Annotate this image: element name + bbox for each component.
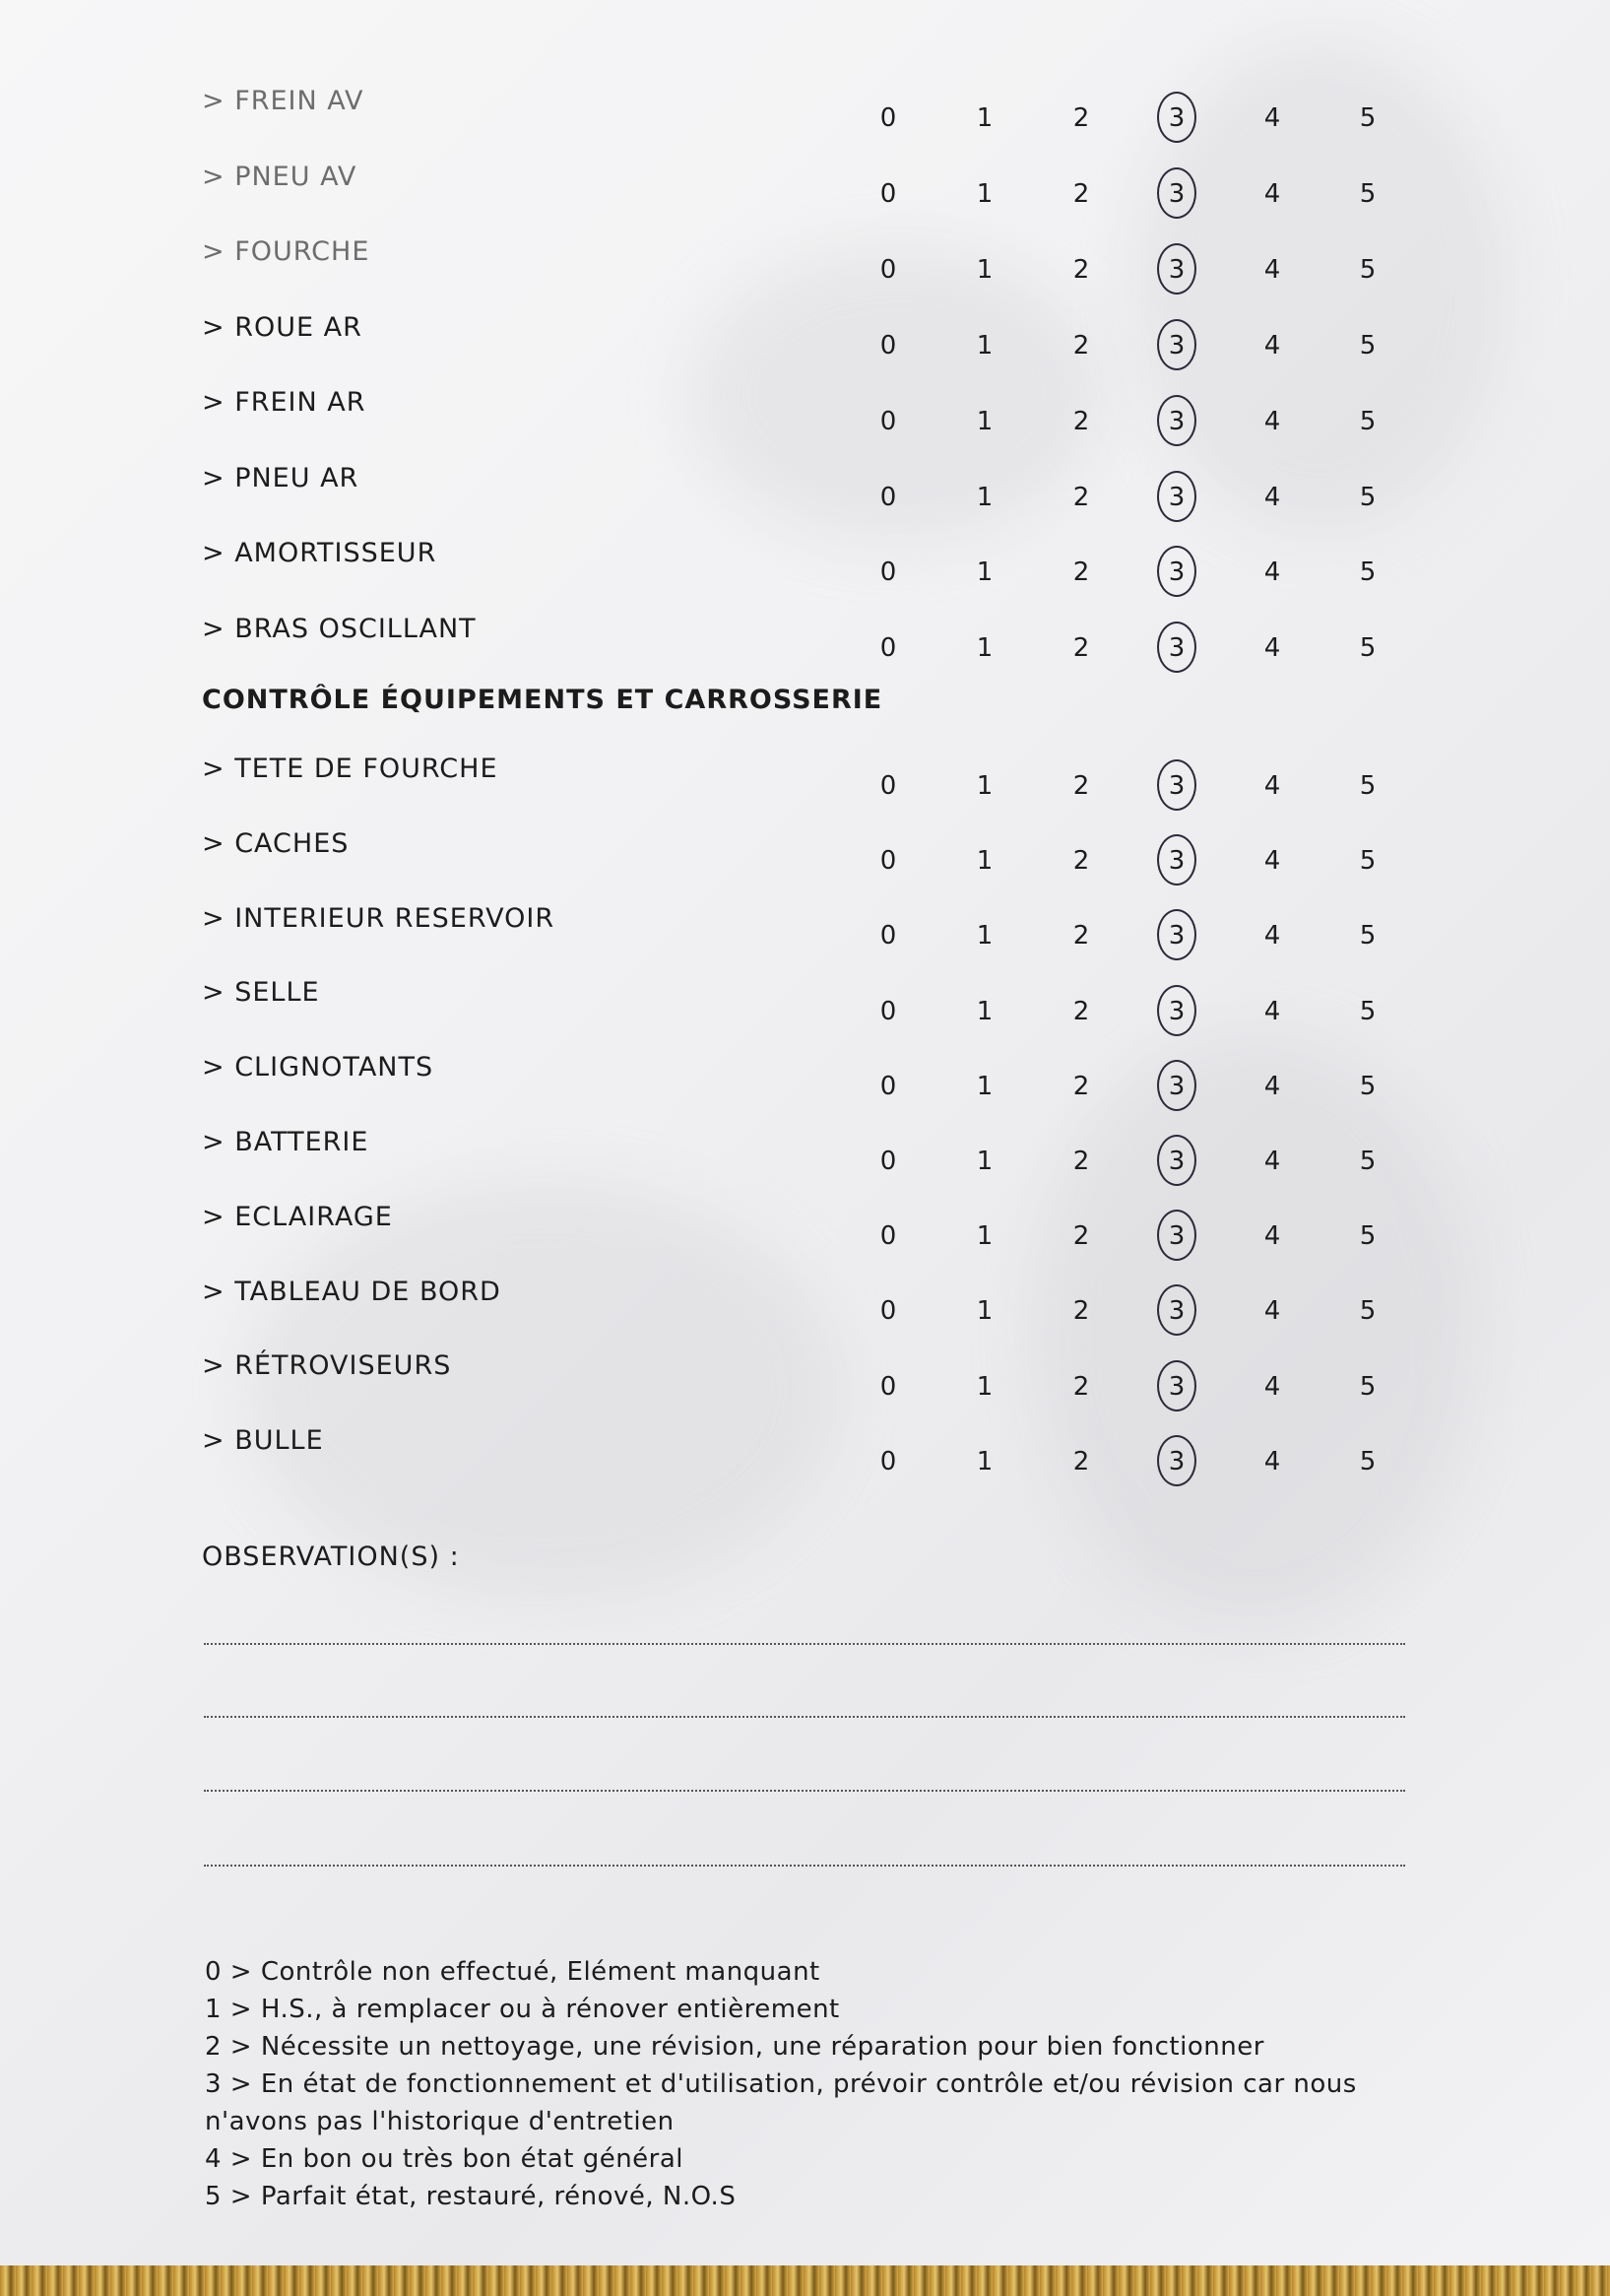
rating-option[interactable]: 5 — [1359, 1147, 1377, 1176]
rating-option[interactable]: 5 — [1359, 771, 1377, 801]
rating-option[interactable]: 2 — [1072, 1071, 1090, 1101]
rating-option[interactable]: 4 — [1263, 996, 1281, 1026]
rating-option[interactable]: 5 — [1359, 558, 1377, 588]
observation-line[interactable] — [204, 1716, 1405, 1718]
rating-option[interactable]: 4 — [1263, 1221, 1281, 1252]
rating-option[interactable]: 2 — [1072, 330, 1090, 361]
rating-option[interactable]: 4 — [1263, 846, 1281, 877]
rating-option[interactable]: 0 — [879, 1371, 897, 1402]
checklist-item-label: > ROUE AR — [202, 311, 362, 343]
rating-option[interactable]: 0 — [879, 771, 897, 801]
rating-option[interactable]: 1 — [976, 846, 994, 877]
rating-option[interactable]: 0 — [879, 1296, 897, 1327]
rating-option[interactable]: 3 — [1168, 921, 1186, 951]
observation-line[interactable] — [204, 1865, 1405, 1867]
rating-option[interactable]: 3 — [1168, 1147, 1186, 1176]
rating-option[interactable]: 4 — [1263, 330, 1281, 361]
checklist-item-label: > FOURCHE — [202, 236, 370, 267]
checklist-item-label: > BRAS OSCILLANT — [202, 613, 477, 644]
rating-option[interactable]: 0 — [879, 1147, 897, 1176]
rating-option[interactable]: 1 — [976, 1221, 994, 1252]
rating-option[interactable]: 2 — [1072, 846, 1090, 877]
rating-option[interactable]: 2 — [1072, 178, 1090, 209]
rating-option[interactable]: 3 — [1168, 254, 1186, 285]
checklist-item-label: > FREIN AR — [202, 387, 366, 418]
rating-option[interactable]: 5 — [1359, 178, 1377, 209]
rating-option[interactable]: 1 — [976, 633, 994, 664]
rating-option[interactable]: 2 — [1072, 482, 1090, 512]
observation-line[interactable] — [204, 1790, 1405, 1792]
rating-option[interactable]: 1 — [976, 406, 994, 436]
rating-option[interactable]: 0 — [879, 482, 897, 512]
rating-option[interactable]: 4 — [1263, 1446, 1281, 1476]
background-shadow — [1034, 1034, 1477, 1625]
rating-option[interactable]: 3 — [1168, 996, 1186, 1026]
rating-circle-mark — [1157, 92, 1196, 143]
rating-option[interactable]: 0 — [879, 633, 897, 664]
rating-option[interactable]: 0 — [879, 1221, 897, 1252]
rating-option[interactable]: 3 — [1168, 330, 1186, 361]
rating-circle-mark — [1157, 1360, 1196, 1411]
rating-option[interactable]: 4 — [1263, 558, 1281, 588]
rating-option[interactable]: 4 — [1263, 482, 1281, 512]
legend-line: 3 > En état de fonctionnement et d'utilisation, prévoir contrôle et/ou révision car nous — [205, 2069, 1357, 2099]
checklist-item-label: > PNEU AR — [202, 462, 359, 493]
rating-option[interactable]: 3 — [1168, 558, 1186, 588]
rating-option[interactable]: 3 — [1168, 1071, 1186, 1101]
legend-line: 4 > En bon ou très bon état général — [205, 2144, 684, 2174]
rating-option[interactable]: 2 — [1072, 1221, 1090, 1252]
legend-line: 5 > Parfait état, restauré, rénové, N.O.S — [205, 2182, 737, 2211]
rating-option[interactable]: 3 — [1168, 482, 1186, 512]
rating-option[interactable]: 2 — [1072, 103, 1090, 133]
checklist-item-label: > AMORTISSEUR — [202, 538, 437, 568]
rating-option[interactable]: 0 — [879, 921, 897, 951]
rating-circle-mark — [1157, 1060, 1196, 1111]
checklist-item-label: > CACHES — [202, 827, 350, 859]
checklist-item-label: > INTERIEUR RESERVOIR — [202, 902, 555, 934]
rating-option[interactable]: 0 — [879, 330, 897, 361]
rating-option[interactable]: 5 — [1359, 482, 1377, 512]
rating-option[interactable]: 5 — [1359, 1221, 1377, 1252]
rating-option[interactable]: 4 — [1263, 254, 1281, 285]
rating-option[interactable]: 4 — [1263, 633, 1281, 664]
rating-option[interactable]: 4 — [1263, 103, 1281, 133]
rating-circle-mark — [1157, 1135, 1196, 1186]
rating-option[interactable]: 5 — [1359, 406, 1377, 436]
rating-option[interactable]: 5 — [1359, 103, 1377, 133]
rating-option[interactable]: 5 — [1359, 330, 1377, 361]
rating-option[interactable]: 4 — [1263, 406, 1281, 436]
rating-option[interactable]: 4 — [1263, 921, 1281, 951]
legend-line: n'avons pas l'historique d'entretien — [205, 2107, 675, 2136]
background-shadow — [246, 1182, 837, 1596]
rating-option[interactable]: 4 — [1263, 1071, 1281, 1101]
rating-option[interactable]: 1 — [976, 482, 994, 512]
rating-circle-mark — [1157, 834, 1196, 886]
legend-line: 1 > H.S., à remplacer ou à rénover entièrement — [205, 1995, 840, 2024]
rating-circle-mark — [1157, 985, 1196, 1036]
rating-option[interactable]: 0 — [879, 178, 897, 209]
rating-circle-mark — [1157, 546, 1196, 597]
rating-option[interactable]: 2 — [1072, 558, 1090, 588]
rating-circle-mark — [1157, 1210, 1196, 1261]
rating-option[interactable]: 1 — [976, 1296, 994, 1327]
rating-option[interactable]: 1 — [976, 771, 994, 801]
rating-option[interactable]: 1 — [976, 254, 994, 285]
rating-option[interactable]: 1 — [976, 330, 994, 361]
rating-circle-mark — [1157, 319, 1196, 370]
rating-option[interactable]: 2 — [1072, 1446, 1090, 1476]
rating-option[interactable]: 2 — [1072, 633, 1090, 664]
rating-option[interactable]: 2 — [1072, 996, 1090, 1026]
rating-option[interactable]: 3 — [1168, 846, 1186, 877]
rating-circle-mark — [1157, 167, 1196, 219]
checklist-item-label: > TABLEAU DE BORD — [202, 1276, 501, 1307]
rating-option[interactable]: 4 — [1263, 771, 1281, 801]
rating-circle-mark — [1157, 759, 1196, 811]
rating-option[interactable]: 5 — [1359, 1371, 1377, 1402]
rating-option[interactable]: 1 — [976, 178, 994, 209]
rating-option[interactable]: 3 — [1168, 178, 1186, 209]
rating-option[interactable]: 0 — [879, 996, 897, 1026]
rating-option[interactable]: 4 — [1263, 1371, 1281, 1402]
rating-option[interactable]: 4 — [1263, 1147, 1281, 1176]
observation-line[interactable] — [204, 1643, 1405, 1645]
observations-label: OBSERVATION(S) : — [202, 1542, 460, 1572]
rating-option[interactable]: 1 — [976, 103, 994, 133]
rating-option[interactable]: 0 — [879, 846, 897, 877]
rating-option[interactable]: 3 — [1168, 1296, 1186, 1327]
rating-option[interactable]: 1 — [976, 1371, 994, 1402]
rating-option[interactable]: 5 — [1359, 996, 1377, 1026]
rating-option[interactable]: 5 — [1359, 1296, 1377, 1327]
rating-option[interactable]: 5 — [1359, 1446, 1377, 1476]
rating-option[interactable]: 1 — [976, 1071, 994, 1101]
rating-option[interactable]: 5 — [1359, 254, 1377, 285]
rating-circle-mark — [1157, 622, 1196, 673]
rating-circle-mark — [1157, 471, 1196, 522]
rating-option[interactable]: 2 — [1072, 1147, 1090, 1176]
rating-option[interactable]: 2 — [1072, 1371, 1090, 1402]
rating-option[interactable]: 2 — [1072, 771, 1090, 801]
legend-line: 2 > Nécessite un nettoyage, une révision, une réparation pour bien fonctionner — [205, 2032, 1264, 2062]
rating-option[interactable]: 3 — [1168, 633, 1186, 664]
rating-option[interactable]: 1 — [976, 558, 994, 588]
checklist-item-label: > BULLE — [202, 1425, 324, 1457]
rating-option[interactable]: 5 — [1359, 633, 1377, 664]
section-title: CONTRÔLE ÉQUIPEMENTS ET CARROSSERIE — [202, 685, 883, 715]
checklist-item-label: > RÉTROVISEURS — [202, 1350, 452, 1382]
rating-option[interactable]: 2 — [1072, 406, 1090, 436]
rating-option[interactable]: 0 — [879, 558, 897, 588]
rating-option[interactable]: 3 — [1168, 1221, 1186, 1252]
checklist-item-label: > PNEU AV — [202, 161, 357, 192]
rating-option[interactable]: 1 — [976, 1446, 994, 1476]
rating-option[interactable]: 3 — [1168, 406, 1186, 436]
rating-option[interactable]: 5 — [1359, 846, 1377, 877]
rating-option[interactable]: 1 — [976, 1147, 994, 1176]
rating-option[interactable]: 5 — [1359, 921, 1377, 951]
rating-option[interactable]: 2 — [1072, 1296, 1090, 1327]
rating-option[interactable]: 0 — [879, 103, 897, 133]
rating-option[interactable]: 1 — [976, 996, 994, 1026]
rating-option[interactable]: 2 — [1072, 921, 1090, 951]
rating-option[interactable]: 5 — [1359, 1071, 1377, 1101]
rating-option[interactable]: 1 — [976, 921, 994, 951]
rating-circle-mark — [1157, 909, 1196, 960]
rating-option[interactable]: 0 — [879, 406, 897, 436]
binder-edge — [0, 2265, 1610, 2296]
rating-option[interactable]: 3 — [1168, 771, 1186, 801]
rating-option[interactable]: 0 — [879, 1446, 897, 1476]
legend-line: 0 > Contrôle non effectué, Elément manquant — [205, 1957, 820, 1987]
checklist-item-label: > SELLE — [202, 977, 320, 1009]
rating-option[interactable]: 4 — [1263, 1296, 1281, 1327]
rating-option[interactable]: 2 — [1072, 254, 1090, 285]
rating-option[interactable]: 3 — [1168, 1446, 1186, 1476]
rating-option[interactable]: 4 — [1263, 178, 1281, 209]
rating-circle-mark — [1157, 1435, 1196, 1486]
checklist-item-label: > FREIN AV — [202, 86, 364, 116]
rating-option[interactable]: 3 — [1168, 103, 1186, 133]
rating-option[interactable]: 3 — [1168, 1371, 1186, 1402]
rating-option[interactable]: 0 — [879, 254, 897, 285]
rating-option[interactable]: 0 — [879, 1071, 897, 1101]
checklist-item-label: > CLIGNOTANTS — [202, 1052, 434, 1083]
rating-circle-mark — [1157, 243, 1196, 295]
checklist-item-label: > TETE DE FOURCHE — [202, 754, 498, 784]
checklist-item-label: > BATTERIE — [202, 1127, 369, 1157]
checklist-item-label: > ECLAIRAGE — [202, 1201, 393, 1232]
rating-circle-mark — [1157, 395, 1196, 446]
